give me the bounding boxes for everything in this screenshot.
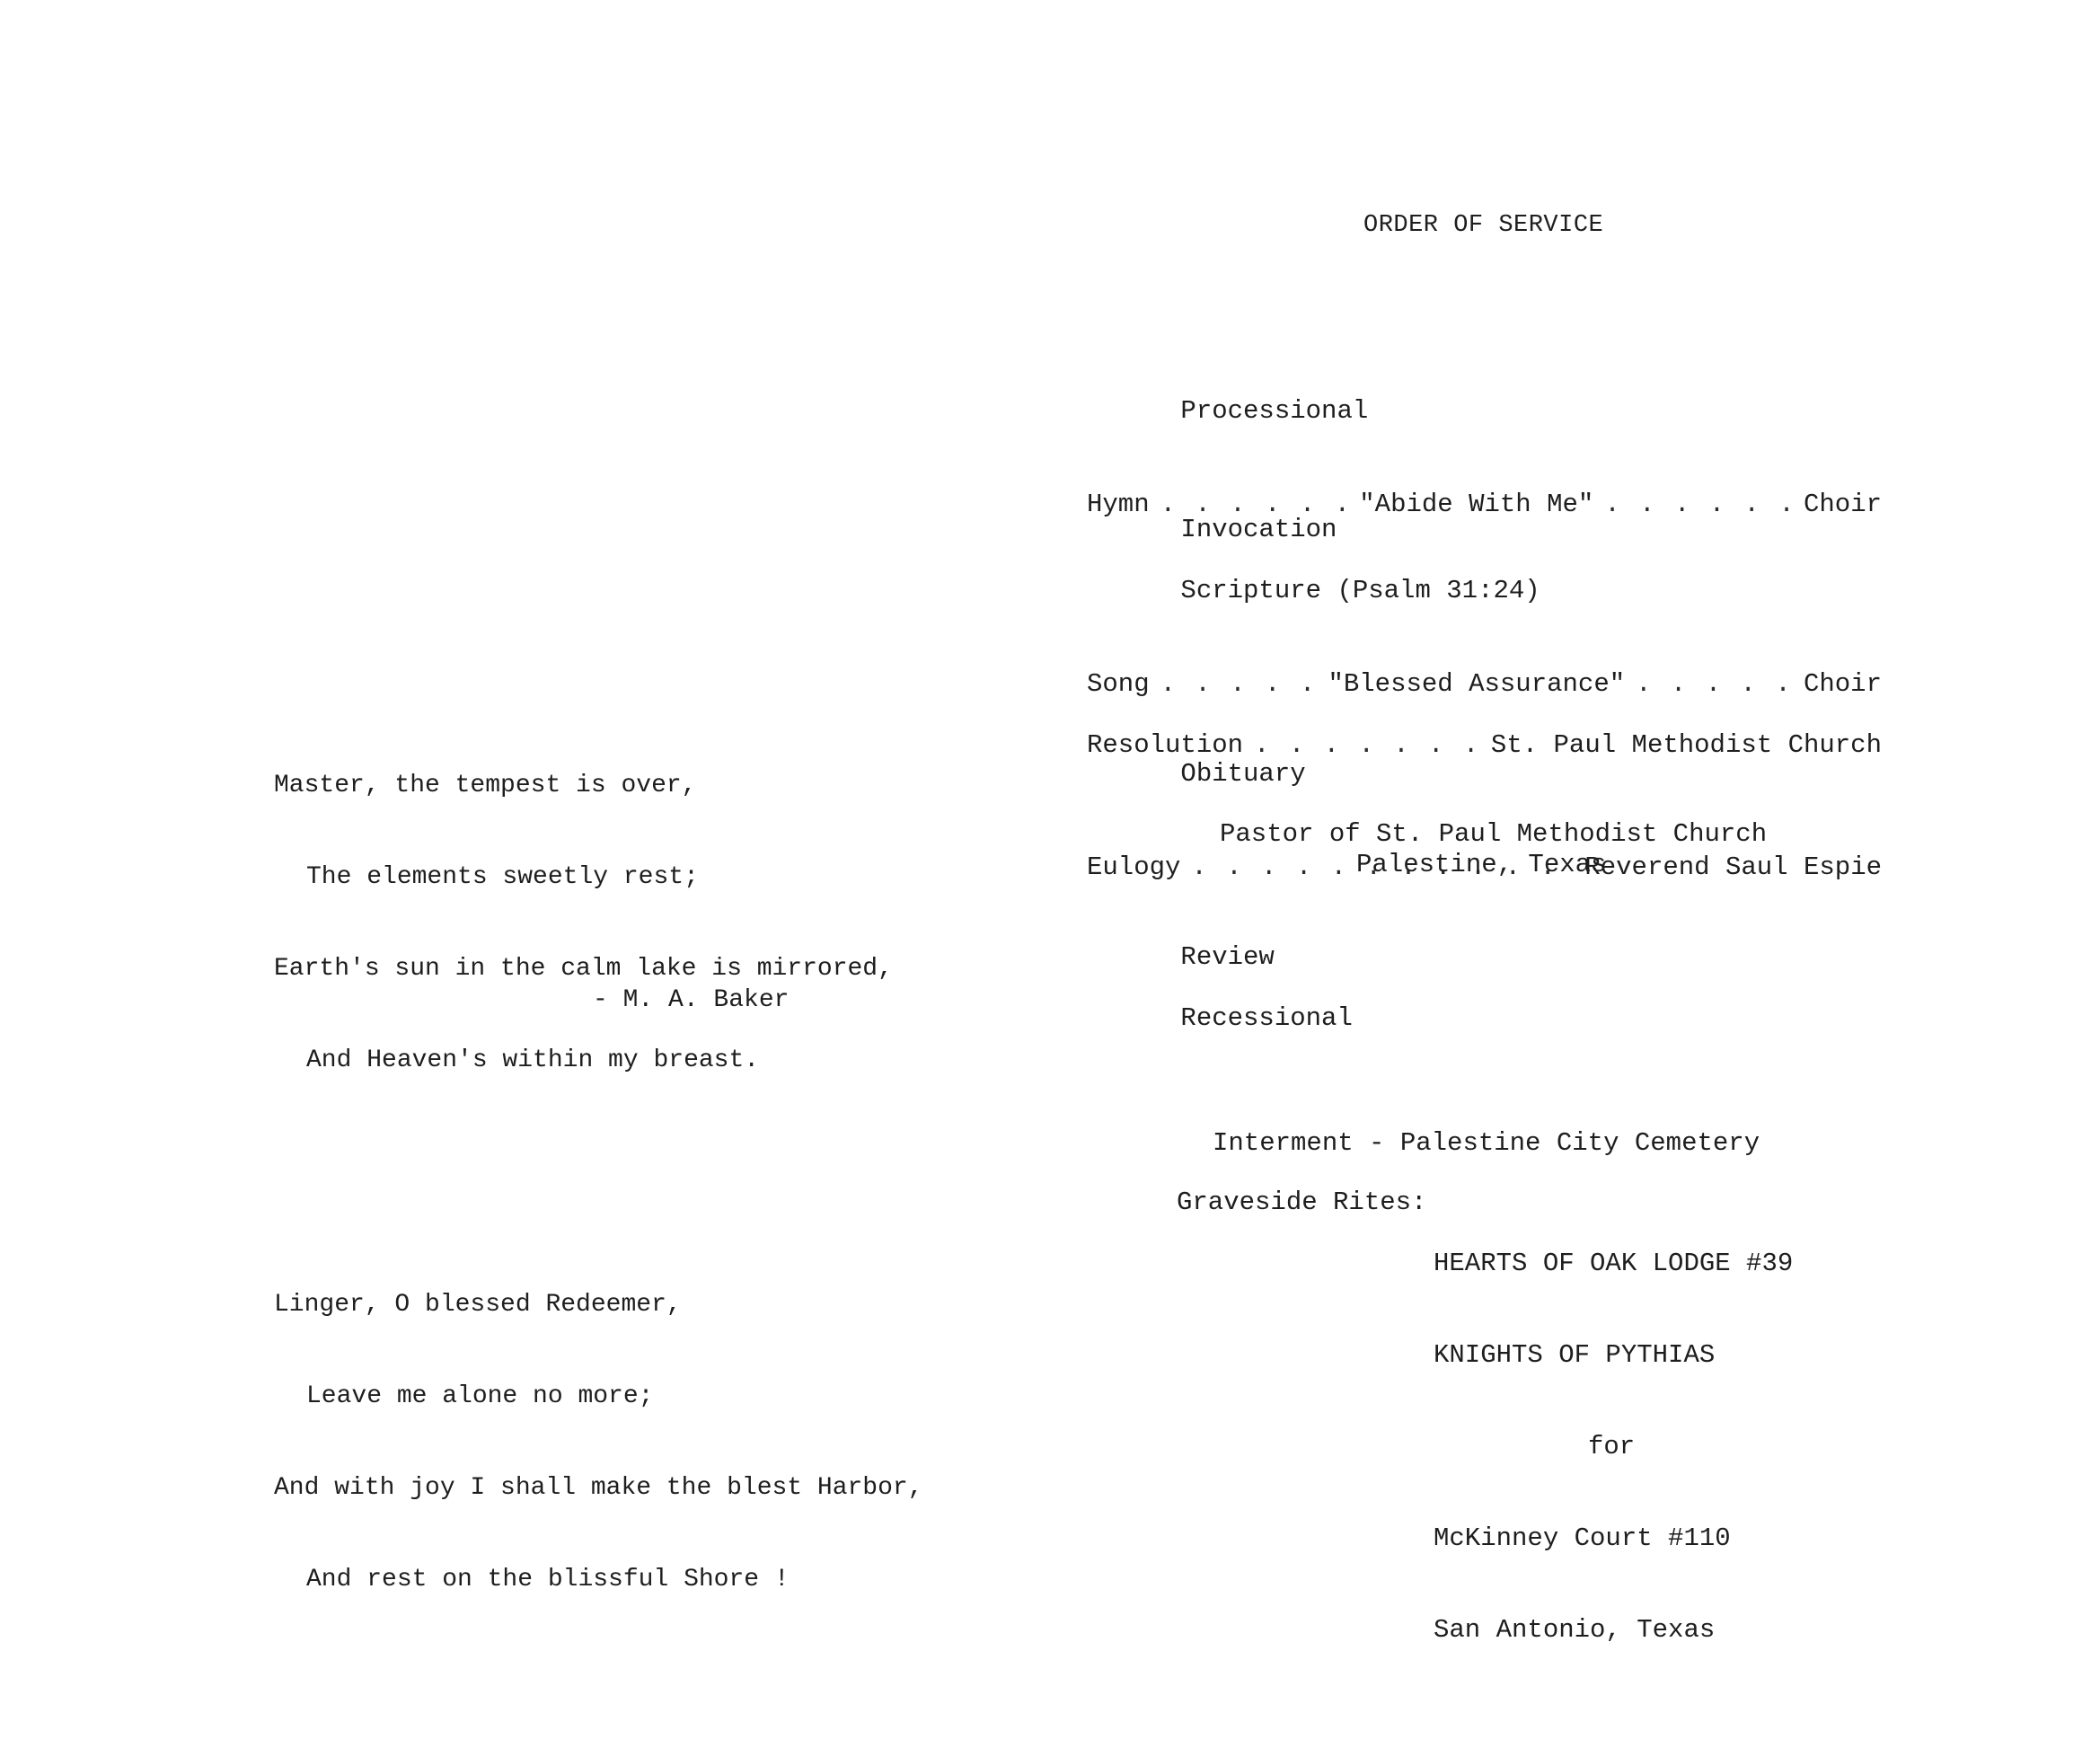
- poem-line: Earth's sun in the calm lake is mirrored,: [274, 955, 893, 983]
- service-item-label: Review: [1180, 942, 1275, 972]
- poem-line: And with joy I shall make the blest Harbor,: [274, 1474, 923, 1502]
- poem-line: Master, the tempest is over,: [274, 772, 697, 799]
- service-item-recessional: [1087, 970, 1882, 1033]
- graveside-line: for: [1588, 1432, 1636, 1461]
- service-item-performer: Reverend Saul Espie: [1584, 852, 1882, 882]
- service-item-performer: Choir: [1803, 490, 1882, 519]
- service-item-processional: [1087, 363, 1882, 426]
- service-item-performer: St. Paul Methodist Church: [1490, 730, 1882, 760]
- eulogy-detail: Palestine, Texas: [1356, 850, 1607, 879]
- service-item-review: [1087, 909, 1882, 972]
- service-item-scripture: [1087, 543, 1882, 605]
- service-item-label: Resolution: [1087, 730, 1244, 760]
- poem-line: Leave me alone no more;: [306, 1382, 654, 1410]
- poem-line: The elements sweetly rest;: [306, 863, 699, 891]
- poem-stanza-2: [274, 1229, 923, 1656]
- interment-line: Interment - Palestine City Cemetery: [1213, 1128, 1760, 1158]
- service-item-hymn: [1087, 424, 1882, 519]
- service-item-resolution: [1087, 665, 1882, 760]
- graveside-line: San Antonio, Texas: [1434, 1615, 1716, 1645]
- service-item-label: Invocation: [1180, 515, 1337, 544]
- service-item-label: Song: [1087, 669, 1150, 699]
- eulogy-detail: Pastor of St. Paul Methodist Church: [1220, 819, 1768, 849]
- poem-stanza-1: [274, 710, 923, 1137]
- graveside-line: HEARTS OF OAK LODGE #39: [1434, 1249, 1794, 1278]
- graveside-line: McKinney Court #110: [1434, 1523, 1731, 1553]
- service-item-label: Obituary: [1180, 759, 1306, 789]
- poem-attribution: - M. A. Baker: [593, 986, 790, 1014]
- service-item-label: Recessional: [1180, 1003, 1353, 1033]
- service-item-title: "Abide With Me": [1359, 490, 1594, 519]
- service-item-label: Scripture (Psalm 31:24): [1180, 576, 1540, 605]
- service-item-obituary: [1087, 726, 1882, 789]
- service-item-song: [1087, 604, 1882, 699]
- poem-line: And Heaven's within my breast.: [306, 1046, 760, 1074]
- poem-line: Linger, O blessed Redeemer,: [274, 1291, 682, 1319]
- service-item-label: Processional: [1180, 396, 1369, 426]
- service-item-invocation: [1087, 481, 1882, 544]
- poem-line: And rest on the blissful Shore !: [306, 1566, 790, 1594]
- page-title: ORDER OF SERVICE: [1363, 212, 1604, 239]
- graveside-rites: [1434, 1187, 1793, 1707]
- service-item-title: "Blessed Assurance": [1328, 669, 1626, 699]
- poem: [274, 649, 923, 1748]
- service-item-performer: Choir: [1803, 669, 1882, 699]
- service-item-label: Eulogy: [1087, 852, 1181, 882]
- graveside-line: KNIGHTS OF PYTHIAS: [1434, 1340, 1716, 1370]
- service-item-label: Hymn: [1087, 490, 1150, 519]
- graveside-rites-label: Graveside Rites:: [1177, 1187, 1427, 1217]
